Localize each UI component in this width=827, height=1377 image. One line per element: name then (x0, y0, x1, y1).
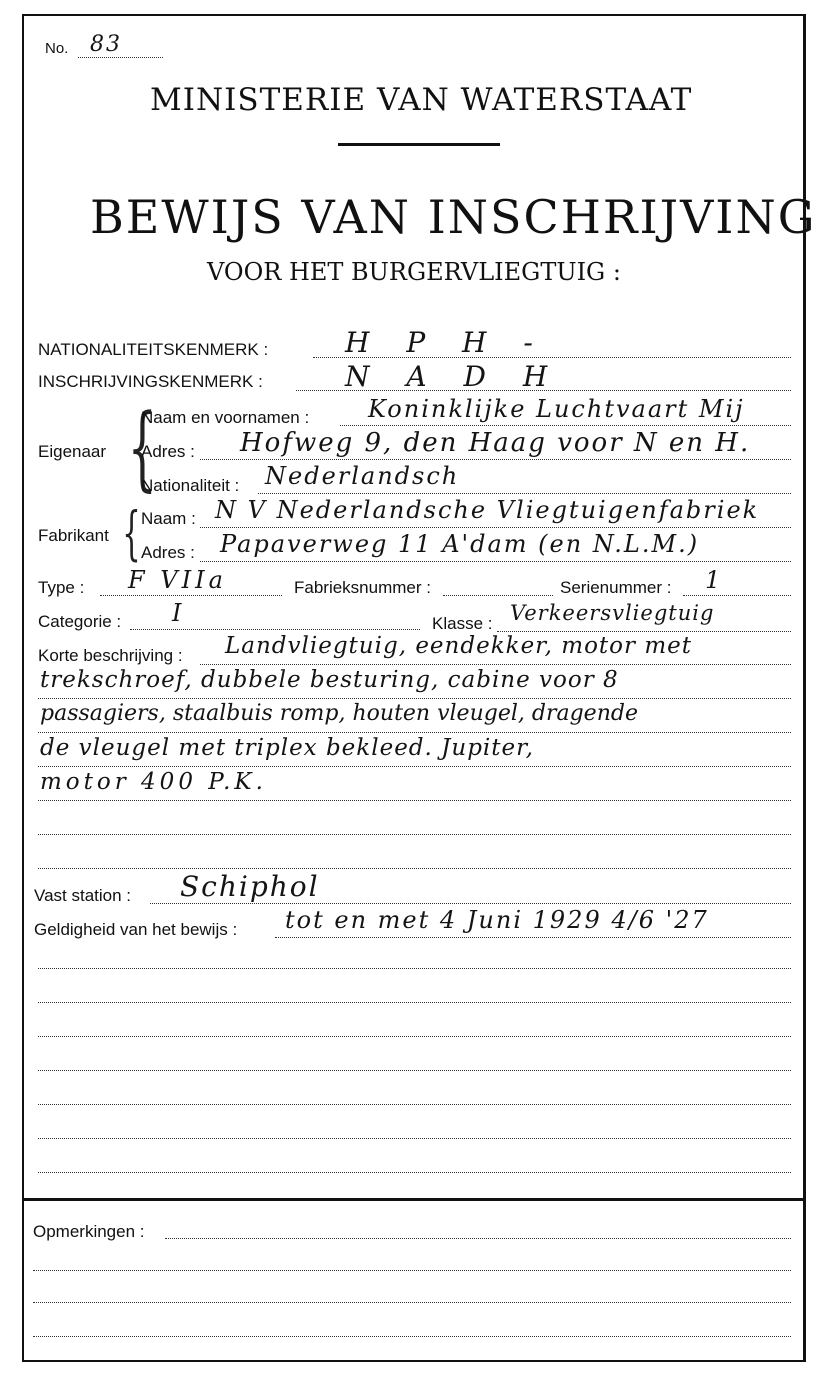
number-label: No. (45, 40, 69, 57)
manufacturer-address-label: Adres : (141, 543, 195, 562)
description-text-5: motor 400 P.K. (40, 769, 267, 795)
manufacturer-address-value: Papaverweg 11 A'dam (en N.L.M.) (220, 530, 700, 558)
validity-value: tot en met 4 Juni 1929 4/6 '27 (285, 906, 709, 934)
owner-address-line (200, 459, 791, 460)
owner-address-value: Hofweg 9, den Haag voor N en H. (240, 428, 751, 458)
validity-label: Geldigheid van het bewijs : (34, 920, 238, 939)
description-text-3: passagiers, staalbuis romp, houten vleugel, dragende (40, 701, 638, 726)
class-line (497, 631, 791, 632)
owner-nationality-label: Nationaliteit : (141, 476, 240, 495)
blank-line-6 (38, 1138, 791, 1139)
number-value: 83 (90, 32, 122, 57)
description-line-6 (38, 834, 791, 835)
owner-name-value: Koninklijke Luchtvaart Mij (368, 395, 745, 423)
description-line-3 (38, 732, 791, 733)
remarks-line-1 (165, 1238, 791, 1239)
ministry-heading: MINISTERIE VAN WATERSTAAT (150, 82, 693, 118)
owner-name-line (340, 425, 791, 426)
description-line-5 (38, 800, 791, 801)
serial-number-label: Serienummer : (560, 578, 672, 597)
category-value: I (172, 599, 184, 627)
description-text-2: trekschroef, dubbele besturing, cabine voor 8 (40, 667, 619, 693)
description-line-4 (38, 766, 791, 767)
type-line (100, 595, 282, 596)
serial-number-line (683, 595, 791, 596)
registration-mark-value: N A D H (345, 360, 562, 393)
manufacturer-group-label: Fabrikant (38, 526, 109, 545)
station-label: Vast station : (34, 886, 132, 905)
document-title: BEWIJS VAN INSCHRIJVING (90, 190, 817, 244)
description-text-4: de vleugel met triplex bekleed. Jupiter, (40, 735, 534, 761)
manufacturer-name-label: Naam : (141, 509, 196, 528)
blank-line-3 (38, 1036, 791, 1037)
factory-number-label: Fabrieksnummer : (294, 578, 431, 597)
manufacturer-name-line (200, 527, 791, 528)
category-label: Categorie : (38, 612, 122, 631)
manufacturer-name-value: N V Nederlandsche Vliegtuigenfabriek (215, 496, 760, 524)
category-line (130, 629, 420, 630)
remarks-line-2 (33, 1270, 791, 1271)
owner-address-label: Adres : (141, 442, 195, 461)
station-value: Schiphol (180, 870, 320, 903)
manufacturer-address-line (200, 561, 791, 562)
owner-name-label: Naam en voornamen : (141, 408, 310, 427)
blank-line-1 (38, 968, 791, 969)
type-value: F VIIa (128, 566, 227, 594)
class-label: Klasse : (432, 614, 493, 633)
nationality-mark-value: H P H - (345, 326, 547, 359)
owner-brace: { (127, 394, 157, 501)
class-value: Verkeersvliegtuig (510, 601, 715, 625)
blank-line-2 (38, 1002, 791, 1003)
description-text-1: Landvliegtuig, eendekker, motor met (225, 633, 692, 659)
remarks-line-3 (33, 1302, 791, 1303)
number-line (78, 57, 163, 58)
description-line-7 (38, 868, 791, 869)
description-label: Korte beschrijving : (38, 646, 183, 665)
registration-mark-label: INSCHRIJVINGSKENMERK : (38, 372, 263, 391)
type-label: Type : (38, 578, 85, 597)
description-line-1 (200, 664, 791, 665)
owner-nationality-value: Nederlandsch (265, 462, 460, 490)
heading-rule (338, 143, 500, 146)
blank-line-4 (38, 1070, 791, 1071)
factory-number-line (443, 595, 553, 596)
remarks-divider (22, 1198, 806, 1201)
manufacturer-brace: { (122, 499, 141, 567)
validity-line (275, 937, 791, 938)
remarks-label: Opmerkingen : (33, 1222, 145, 1241)
nationality-mark-label: NATIONALITEITSKENMERK : (38, 340, 269, 359)
remarks-line-4 (33, 1336, 791, 1337)
document-subtitle: VOOR HET BURGERVLIEGTUIG : (207, 258, 621, 286)
owner-group-label: Eigenaar (38, 442, 107, 461)
description-line-2 (38, 698, 791, 699)
owner-nationality-line (258, 493, 791, 494)
serial-number-value: 1 (705, 566, 723, 594)
station-line (150, 903, 791, 904)
blank-line-7 (38, 1172, 791, 1173)
blank-line-5 (38, 1104, 791, 1105)
